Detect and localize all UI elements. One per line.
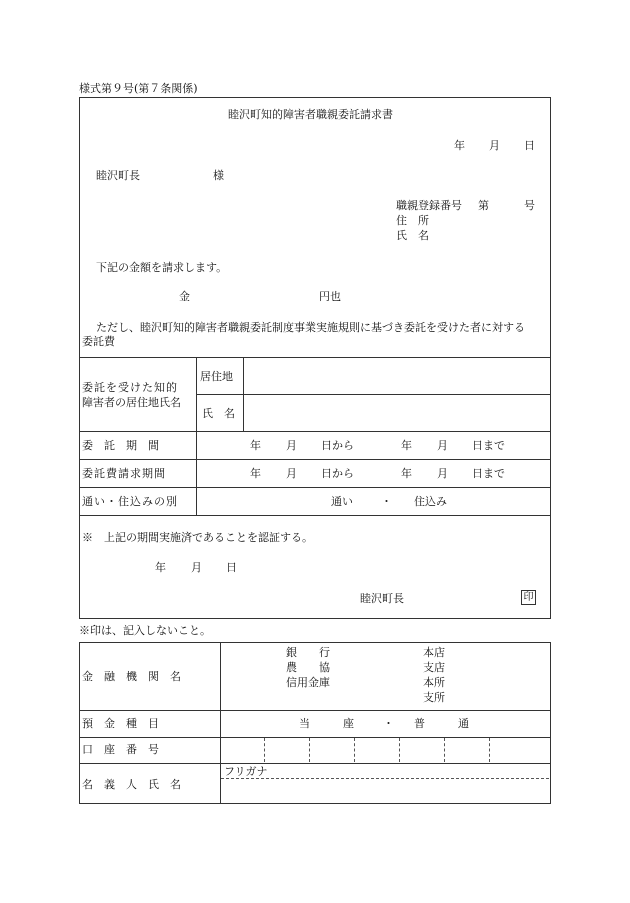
period-end-month[interactable]: 月 bbox=[437, 439, 448, 452]
amount-enya: 円也 bbox=[319, 290, 341, 303]
date-year[interactable]: 年 bbox=[454, 139, 465, 152]
account-number-label: 口 座 番 号 bbox=[82, 743, 159, 756]
cert-signer: 睦沢町長 bbox=[360, 592, 404, 605]
divider bbox=[196, 394, 551, 395]
addressee-name: 睦沢町長 bbox=[96, 169, 140, 182]
attendance-option-sumikomi[interactable]: 住込み bbox=[414, 495, 447, 508]
registration-dai: 第 bbox=[478, 199, 489, 212]
institution-type-shinkin[interactable]: 信用金庫 bbox=[286, 676, 330, 689]
attendance-label: 通い・住込みの別 bbox=[82, 495, 178, 508]
period-end-day[interactable]: 日まで bbox=[472, 439, 505, 452]
form-number-label: 様式第９号(第７条関係) bbox=[79, 82, 198, 95]
applicant-address-label: 住 所 bbox=[396, 214, 429, 227]
deposit-option-toza[interactable]: 当 座 bbox=[299, 717, 354, 730]
cert-year[interactable]: 年 bbox=[155, 561, 166, 574]
residence-label: 居住地 bbox=[200, 370, 233, 383]
branch-shiten[interactable]: 支店 bbox=[423, 661, 445, 674]
attendance-option-kayoi[interactable]: 通い bbox=[331, 495, 353, 508]
divider bbox=[79, 515, 551, 516]
person-header-line1: 委託を受けた知的 bbox=[82, 381, 178, 394]
branch-shisho[interactable]: 支所 bbox=[423, 691, 445, 704]
claim-end-day[interactable]: 日まで bbox=[472, 467, 505, 480]
claim-end-month[interactable]: 月 bbox=[437, 467, 448, 480]
proviso-line2: 委託費 bbox=[82, 335, 115, 348]
divider bbox=[79, 487, 551, 488]
period-start-day[interactable]: 日から bbox=[321, 439, 354, 452]
institution-label: 金 融 機 関 名 bbox=[82, 670, 181, 683]
attendance-separator: ・ bbox=[381, 495, 392, 508]
person-header-line2: 障害者の居住地氏名 bbox=[82, 396, 181, 409]
period-start-month[interactable]: 月 bbox=[286, 439, 297, 452]
deposit-type-label: 預 金 種 目 bbox=[82, 717, 159, 730]
period-end-year[interactable]: 年 bbox=[401, 439, 412, 452]
account-number-field[interactable] bbox=[221, 738, 549, 762]
divider bbox=[79, 710, 551, 711]
date-day[interactable]: 日 bbox=[524, 139, 535, 152]
addressee-honorific: 様 bbox=[213, 169, 224, 182]
divider bbox=[196, 357, 197, 515]
person-name-field[interactable] bbox=[245, 397, 549, 430]
certification-statement: ※ 上記の期間実施済であることを認証する。 bbox=[82, 531, 313, 544]
claim-start-month[interactable]: 月 bbox=[286, 467, 297, 480]
deposit-option-futsu[interactable]: 普 通 bbox=[414, 717, 469, 730]
account-holder-label: 名 義 人 氏 名 bbox=[82, 778, 181, 791]
claim-period-label: 委託費請求期間 bbox=[82, 467, 166, 480]
divider bbox=[79, 431, 551, 432]
date-month[interactable]: 月 bbox=[489, 139, 500, 152]
branch-honten[interactable]: 本店 bbox=[423, 646, 445, 659]
period-label: 委 託 期 間 bbox=[82, 439, 159, 452]
residence-field[interactable] bbox=[245, 360, 549, 393]
institution-type-nokyo[interactable]: 農 協 bbox=[286, 661, 330, 674]
request-statement: 下記の金額を請求します。 bbox=[96, 261, 228, 274]
divider bbox=[79, 763, 551, 764]
footnote: ※印は、記入しないこと。 bbox=[79, 624, 211, 637]
person-name-label: 氏 名 bbox=[202, 407, 235, 420]
branch-honsho[interactable]: 本所 bbox=[423, 676, 445, 689]
seal-mark: 印 bbox=[521, 590, 536, 605]
claim-end-year[interactable]: 年 bbox=[401, 467, 412, 480]
cert-month[interactable]: 月 bbox=[191, 561, 202, 574]
divider bbox=[243, 357, 244, 431]
amount-kin: 金 bbox=[179, 290, 190, 303]
form-title: 睦沢町知的障害者職親委託請求書 bbox=[228, 108, 393, 121]
institution-type-bank[interactable]: 銀 行 bbox=[286, 646, 330, 659]
proviso-line1: ただし、睦沢町知的障害者職親委託制度事業実施規則に基づき委託を受けた者に対する bbox=[96, 321, 525, 334]
divider bbox=[79, 459, 551, 460]
deposit-separator: ・ bbox=[383, 717, 394, 730]
account-holder-field[interactable] bbox=[221, 780, 549, 803]
divider bbox=[79, 357, 551, 358]
claim-start-year[interactable]: 年 bbox=[250, 467, 261, 480]
furigana-label: フリガナ bbox=[224, 765, 268, 778]
applicant-name-label: 氏 名 bbox=[396, 229, 429, 242]
furigana-divider bbox=[221, 778, 549, 779]
registration-number-label: 職親登録番号 bbox=[396, 199, 462, 212]
period-start-year[interactable]: 年 bbox=[250, 439, 261, 452]
cert-day[interactable]: 日 bbox=[226, 561, 237, 574]
registration-go: 号 bbox=[524, 199, 535, 212]
claim-start-day[interactable]: 日から bbox=[321, 467, 354, 480]
